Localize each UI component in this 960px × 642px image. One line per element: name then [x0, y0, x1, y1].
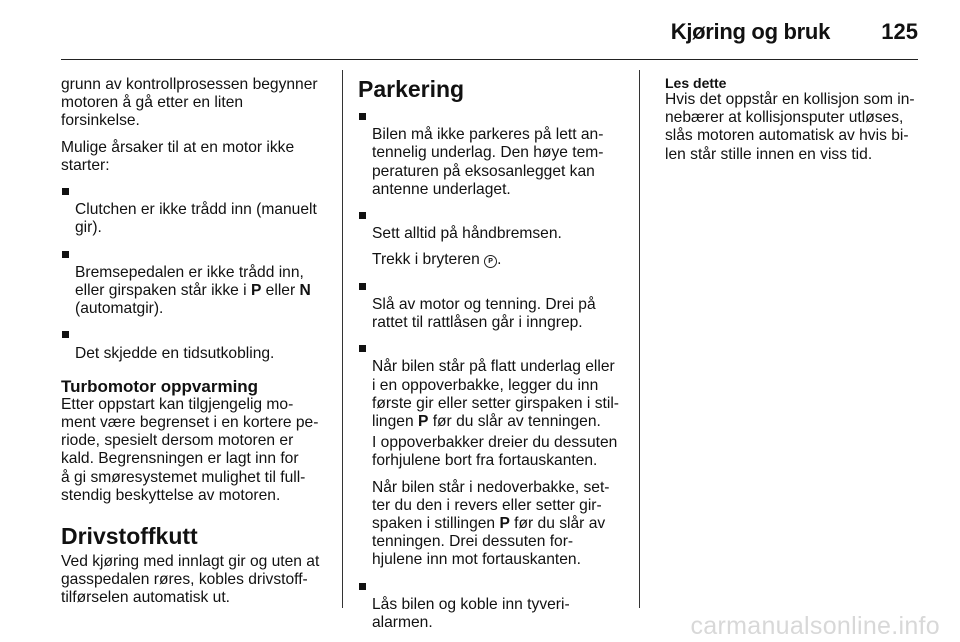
section-heading-fuel-cut: Drivstoffkutt — [61, 523, 198, 550]
watermark: carmanualsonline.info — [690, 612, 940, 640]
bullet-subtext: Når bilen står i nedoverbakke, set- ter du den i revers eller setter gir- spaken i stillingen P før du slår av tenningen. Drei dessuten for- hjulene inn mot fortauskanten. — [372, 478, 610, 569]
bullet-square-icon — [359, 212, 366, 219]
bullet-item: Slå av motor og tenning. Drei på rattet til rattlåsen går i inngrep. — [358, 278, 626, 333]
bullet-item: Lås bilen og koble inn tyveri- alarmen. — [358, 578, 626, 633]
note-heading: Les dette — [665, 75, 727, 91]
bullet-subtext: Trekk i bryteren P . — [372, 251, 502, 269]
bullet-square-icon — [62, 251, 69, 258]
bullet-item: Når bilen står på flatt underlag eller i en oppoverbakke, legger du inn første gir eller setter girspaken i stil- lingen P før du slår av tenningen. — [358, 340, 626, 431]
column-divider — [342, 70, 343, 608]
paragraph: Mulige årsaker til at en motor ikke starter: — [61, 138, 295, 174]
paragraph: Etter oppstart kan tilgjengelig mo- ment være begrenset i en kortere pe- riode, spesielt dersom motoren er kald. Begrensningen er lagt inn for å gi smøresystemet mulighet til full- stendig beskyttelse av motoren. — [61, 395, 319, 504]
section-heading-turbo: Turbomotor oppvarming — [61, 376, 259, 396]
bullet-square-icon — [359, 345, 366, 352]
bullet-square-icon — [359, 583, 366, 590]
header-rule — [61, 59, 918, 60]
column-right — [665, 76, 927, 172]
bullet-square-icon — [62, 188, 69, 195]
page-number: 125 — [881, 19, 918, 44]
paragraph: grunn av kontrollprosessen begynner motoren å gå etter en liten forsinkelse. — [61, 76, 318, 130]
section-heading-parking: Parkering — [358, 76, 465, 102]
bullet-item: Det skjedde en tidsutkobling. — [61, 326, 336, 362]
bullet-subtext: I oppoverbakker dreier du dessuten forhjulene bort fra fortauskanten. — [372, 434, 618, 470]
note-text: Hvis det oppstår en kollisjon som in- nebærer at kollisjonsputer utløses, slås motoren automatisk av hvis bi- len står stille innen en viss tid. — [665, 91, 915, 163]
bullet-square-icon — [359, 283, 366, 290]
bullet-item: Clutchen er ikke trådd inn (manuelt gir). — [61, 183, 336, 238]
page-header — [0, 0, 960, 60]
bullet-square-icon — [359, 113, 366, 120]
bullet-item: Bilen må ikke parkeres på lett an- tennelig underlag. Den høye tem- peraturen på eksosanlegget kan antenne underlaget. — [358, 108, 626, 199]
bullet-item: Bremsepedalen er ikke trådd inn, eller girspaken står ikke i P eller N (automatgir). — [61, 246, 336, 319]
column-divider — [639, 70, 640, 608]
parking-brake-icon: P — [484, 255, 497, 268]
bullet-square-icon — [62, 331, 69, 338]
paragraph: Ved kjøring med innlagt gir og uten at gasspedalen røres, kobles drivstoff- tilførselen automatisk ut. — [61, 553, 320, 607]
running-title: Kjøring og bruk — [670, 19, 830, 44]
column-middle — [358, 76, 626, 640]
bullet-item: Sett alltid på håndbremsen. — [358, 207, 626, 243]
column-left — [61, 76, 336, 616]
